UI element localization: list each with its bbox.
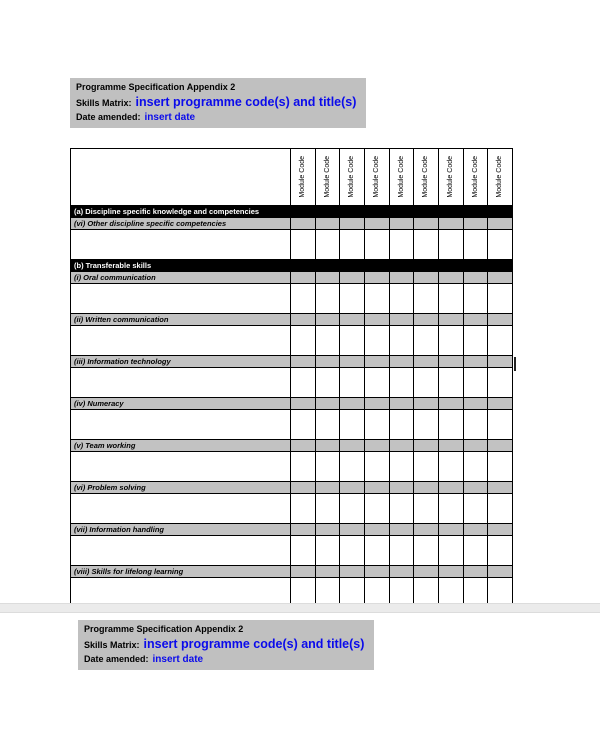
page-break-divider — [0, 603, 600, 613]
matrix-cell — [488, 494, 513, 524]
row-label: (ii) Written communication — [71, 314, 291, 326]
matrix-cell — [315, 566, 340, 578]
matrix-cell — [438, 452, 463, 482]
matrix-cell — [364, 494, 389, 524]
matrix-cell — [291, 272, 316, 284]
matrix-cell — [315, 524, 340, 536]
skills-matrix-line — [76, 95, 360, 109]
matrix-cell — [291, 536, 316, 566]
page2-header-block — [78, 620, 374, 670]
text-cursor — [514, 357, 516, 371]
row-label: (i) Oral communication — [71, 272, 291, 284]
matrix-cell — [438, 440, 463, 452]
matrix-row-blank — [71, 410, 513, 440]
matrix-cell — [463, 494, 488, 524]
matrix-cell — [438, 410, 463, 440]
matrix-cell — [389, 536, 414, 566]
date-amended-line — [84, 654, 368, 665]
module-code-label: Module Code — [422, 156, 430, 198]
matrix-cell — [340, 524, 365, 536]
module-code-column-header — [389, 149, 414, 206]
matrix-cell — [340, 272, 365, 284]
matrix-cell — [488, 230, 513, 260]
matrix-cell — [488, 482, 513, 494]
matrix-cell — [364, 206, 389, 218]
matrix-cell — [291, 326, 316, 356]
matrix-cell — [389, 356, 414, 368]
matrix-cell — [463, 260, 488, 272]
matrix-cell — [438, 314, 463, 326]
module-code-column-header — [340, 149, 365, 206]
matrix-cell — [438, 566, 463, 578]
matrix-cell — [463, 206, 488, 218]
matrix-cell — [315, 368, 340, 398]
matrix-cell — [438, 206, 463, 218]
matrix-row-section — [71, 260, 513, 272]
matrix-cell — [414, 524, 439, 536]
matrix-cell — [488, 326, 513, 356]
matrix-cell — [315, 440, 340, 452]
matrix-cell — [488, 566, 513, 578]
appendix-title: Programme Specification Appendix 2 — [84, 624, 244, 634]
matrix-row-blank — [71, 536, 513, 566]
matrix-cell — [414, 356, 439, 368]
matrix-cell — [340, 284, 365, 314]
module-code-label: Module Code — [323, 156, 331, 198]
matrix-cell — [488, 284, 513, 314]
matrix-cell — [438, 494, 463, 524]
matrix-cell — [364, 566, 389, 578]
matrix-cell — [315, 482, 340, 494]
row-label — [71, 230, 291, 260]
matrix-cell — [463, 452, 488, 482]
matrix-cell — [414, 218, 439, 230]
module-code-label: Module Code — [397, 156, 405, 198]
matrix-cell — [340, 440, 365, 452]
matrix-cell — [315, 536, 340, 566]
matrix-cell — [488, 206, 513, 218]
matrix-cell — [340, 398, 365, 410]
row-label — [71, 284, 291, 314]
matrix-cell — [291, 314, 316, 326]
matrix-cell — [414, 494, 439, 524]
matrix-cell — [488, 536, 513, 566]
matrix-cell — [389, 410, 414, 440]
matrix-cell — [389, 206, 414, 218]
matrix-cell — [414, 536, 439, 566]
page1-header-block — [70, 78, 366, 128]
matrix-cell — [364, 356, 389, 368]
matrix-cell — [340, 410, 365, 440]
matrix-cell — [414, 260, 439, 272]
matrix-row-item — [71, 272, 513, 284]
matrix-cell — [291, 356, 316, 368]
matrix-cell — [315, 272, 340, 284]
matrix-row-item — [71, 356, 513, 368]
matrix-cell — [463, 536, 488, 566]
matrix-cell — [389, 272, 414, 284]
matrix-cell — [364, 440, 389, 452]
matrix-cell — [414, 398, 439, 410]
matrix-row-item — [71, 218, 513, 230]
matrix-cell — [463, 482, 488, 494]
date-amended-label: Date amended: — [76, 112, 141, 122]
row-label: (b) Transferable skills — [71, 260, 291, 272]
row-label: (a) Discipline specific knowledge and competencies — [71, 206, 291, 218]
matrix-cell — [364, 314, 389, 326]
module-code-label: Module Code — [446, 156, 454, 198]
matrix-cell — [389, 284, 414, 314]
row-label: (vi) Other discipline specific competencies — [71, 218, 291, 230]
matrix-cell — [291, 398, 316, 410]
matrix-cell — [315, 410, 340, 440]
matrix-cell — [438, 284, 463, 314]
matrix-row-item — [71, 566, 513, 578]
matrix-cell — [340, 218, 365, 230]
matrix-row-blank — [71, 326, 513, 356]
matrix-cell — [389, 524, 414, 536]
matrix-cell — [291, 260, 316, 272]
module-code-column-header — [291, 149, 316, 206]
matrix-cell — [389, 398, 414, 410]
skills-matrix-label: Skills Matrix: — [76, 98, 132, 108]
matrix-row-section — [71, 206, 513, 218]
programme-code-placeholder[interactable]: insert programme code(s) and title(s) — [143, 637, 365, 651]
matrix-cell — [488, 356, 513, 368]
matrix-cell — [315, 260, 340, 272]
matrix-cell — [414, 230, 439, 260]
matrix-cell — [389, 326, 414, 356]
module-code-column-header — [463, 149, 488, 206]
matrix-cell — [364, 482, 389, 494]
matrix-cell — [364, 452, 389, 482]
row-label: (v) Team working — [71, 440, 291, 452]
matrix-cell — [463, 230, 488, 260]
row-label: (vii) Information handling — [71, 524, 291, 536]
matrix-cell — [488, 260, 513, 272]
row-label: (vi) Problem solving — [71, 482, 291, 494]
matrix-cell — [438, 230, 463, 260]
skills-matrix-table — [70, 148, 513, 608]
matrix-cell — [340, 260, 365, 272]
date-placeholder[interactable]: insert date — [144, 112, 196, 123]
matrix-cell — [291, 284, 316, 314]
matrix-cell — [364, 368, 389, 398]
matrix-cell — [389, 482, 414, 494]
matrix-cell — [463, 272, 488, 284]
matrix-cell — [488, 410, 513, 440]
matrix-cell — [340, 326, 365, 356]
matrix-cell — [463, 356, 488, 368]
programme-learning-outcomes-header: Programme Learning Outcomes — [71, 149, 291, 206]
matrix-cell — [291, 452, 316, 482]
matrix-cell — [315, 356, 340, 368]
matrix-cell — [438, 260, 463, 272]
matrix-cell — [389, 314, 414, 326]
matrix-cell — [414, 440, 439, 452]
matrix-row-item — [71, 398, 513, 410]
matrix-cell — [389, 368, 414, 398]
matrix-cell — [488, 314, 513, 326]
skills-matrix-label: Skills Matrix: — [84, 640, 140, 650]
matrix-cell — [463, 284, 488, 314]
module-code-column-header — [488, 149, 513, 206]
matrix-cell — [414, 206, 439, 218]
matrix-cell — [389, 218, 414, 230]
module-code-column-header — [438, 149, 463, 206]
matrix-cell — [488, 524, 513, 536]
matrix-cell — [340, 452, 365, 482]
matrix-cell — [488, 272, 513, 284]
matrix-cell — [463, 314, 488, 326]
module-code-label: Module Code — [348, 156, 356, 198]
matrix-cell — [340, 368, 365, 398]
row-label: (viii) Skills for lifelong learning — [71, 566, 291, 578]
matrix-row-blank — [71, 452, 513, 482]
matrix-cell — [463, 368, 488, 398]
programme-code-placeholder[interactable]: insert programme code(s) and title(s) — [135, 95, 357, 109]
matrix-cell — [414, 368, 439, 398]
matrix-cell — [315, 452, 340, 482]
matrix-row-blank — [71, 368, 513, 398]
matrix-row-item — [71, 524, 513, 536]
row-label — [71, 452, 291, 482]
matrix-cell — [364, 272, 389, 284]
date-amended-label: Date amended: — [84, 654, 149, 664]
matrix-cell — [438, 326, 463, 356]
matrix-cell — [438, 218, 463, 230]
matrix-cell — [291, 206, 316, 218]
row-label: (iii) Information technology — [71, 356, 291, 368]
row-label: (iv) Numeracy — [71, 398, 291, 410]
matrix-cell — [340, 482, 365, 494]
matrix-cell — [315, 284, 340, 314]
matrix-cell — [291, 410, 316, 440]
matrix-cell — [364, 284, 389, 314]
matrix-cell — [414, 566, 439, 578]
matrix-cell — [340, 494, 365, 524]
matrix-cell — [463, 218, 488, 230]
matrix-cell — [414, 410, 439, 440]
matrix-cell — [291, 368, 316, 398]
matrix-cell — [291, 566, 316, 578]
module-code-label: Module Code — [298, 156, 306, 198]
module-code-column-header — [315, 149, 340, 206]
matrix-cell — [291, 482, 316, 494]
matrix-cell — [414, 482, 439, 494]
matrix-cell — [463, 440, 488, 452]
row-label — [71, 368, 291, 398]
matrix-cell — [488, 398, 513, 410]
skills-matrix-line — [84, 637, 368, 651]
appendix-title: Programme Specification Appendix 2 — [76, 82, 236, 92]
matrix-cell — [414, 272, 439, 284]
matrix-cell — [340, 566, 365, 578]
matrix-cell — [291, 218, 316, 230]
matrix-row-item — [71, 440, 513, 452]
matrix-cell — [438, 368, 463, 398]
row-label — [71, 536, 291, 566]
matrix-cell — [340, 230, 365, 260]
matrix-cell — [389, 440, 414, 452]
row-label — [71, 326, 291, 356]
module-code-column-header — [364, 149, 389, 206]
matrix-cell — [414, 284, 439, 314]
matrix-cell — [463, 410, 488, 440]
matrix-cell — [488, 440, 513, 452]
matrix-row-blank — [71, 284, 513, 314]
matrix-cell — [364, 260, 389, 272]
module-code-label: Module Code — [496, 156, 504, 198]
matrix-cell — [315, 326, 340, 356]
matrix-cell — [414, 452, 439, 482]
matrix-cell — [364, 536, 389, 566]
matrix-cell — [389, 260, 414, 272]
matrix-cell — [463, 566, 488, 578]
matrix-cell — [291, 494, 316, 524]
matrix-cell — [463, 398, 488, 410]
matrix-cell — [315, 314, 340, 326]
matrix-cell — [488, 218, 513, 230]
row-label — [71, 410, 291, 440]
matrix-cell — [438, 482, 463, 494]
matrix-cell — [438, 356, 463, 368]
matrix-cell — [389, 566, 414, 578]
date-amended-line — [76, 112, 360, 123]
matrix-cell — [364, 230, 389, 260]
matrix-cell — [364, 326, 389, 356]
matrix-cell — [315, 398, 340, 410]
module-code-label: Module Code — [372, 156, 380, 198]
matrix-cell — [488, 452, 513, 482]
matrix-cell — [315, 230, 340, 260]
matrix-cell — [463, 326, 488, 356]
module-code-label: Module Code — [471, 156, 479, 198]
matrix-cell — [389, 494, 414, 524]
matrix-cell — [315, 206, 340, 218]
matrix-cell — [438, 272, 463, 284]
row-label — [71, 494, 291, 524]
matrix-cell — [364, 398, 389, 410]
matrix-cell — [414, 314, 439, 326]
matrix-cell — [291, 230, 316, 260]
matrix-cell — [340, 536, 365, 566]
matrix-cell — [463, 524, 488, 536]
matrix-cell — [291, 524, 316, 536]
module-code-column-header — [414, 149, 439, 206]
matrix-cell — [414, 326, 439, 356]
matrix-cell — [389, 452, 414, 482]
matrix-cell — [315, 494, 340, 524]
matrix-cell — [389, 230, 414, 260]
matrix-cell — [315, 218, 340, 230]
matrix-cell — [340, 314, 365, 326]
matrix-cell — [340, 206, 365, 218]
matrix-cell — [438, 398, 463, 410]
matrix-cell — [438, 524, 463, 536]
matrix-cell — [488, 368, 513, 398]
matrix-row-blank — [71, 494, 513, 524]
matrix-cell — [364, 218, 389, 230]
matrix-cell — [291, 440, 316, 452]
matrix-row-item — [71, 314, 513, 326]
matrix-cell — [438, 536, 463, 566]
matrix-cell — [364, 524, 389, 536]
matrix-cell — [364, 410, 389, 440]
matrix-cell — [340, 356, 365, 368]
date-placeholder[interactable]: insert date — [152, 654, 204, 665]
matrix-row-item — [71, 482, 513, 494]
matrix-row-blank — [71, 230, 513, 260]
matrix-header-row — [71, 149, 513, 206]
